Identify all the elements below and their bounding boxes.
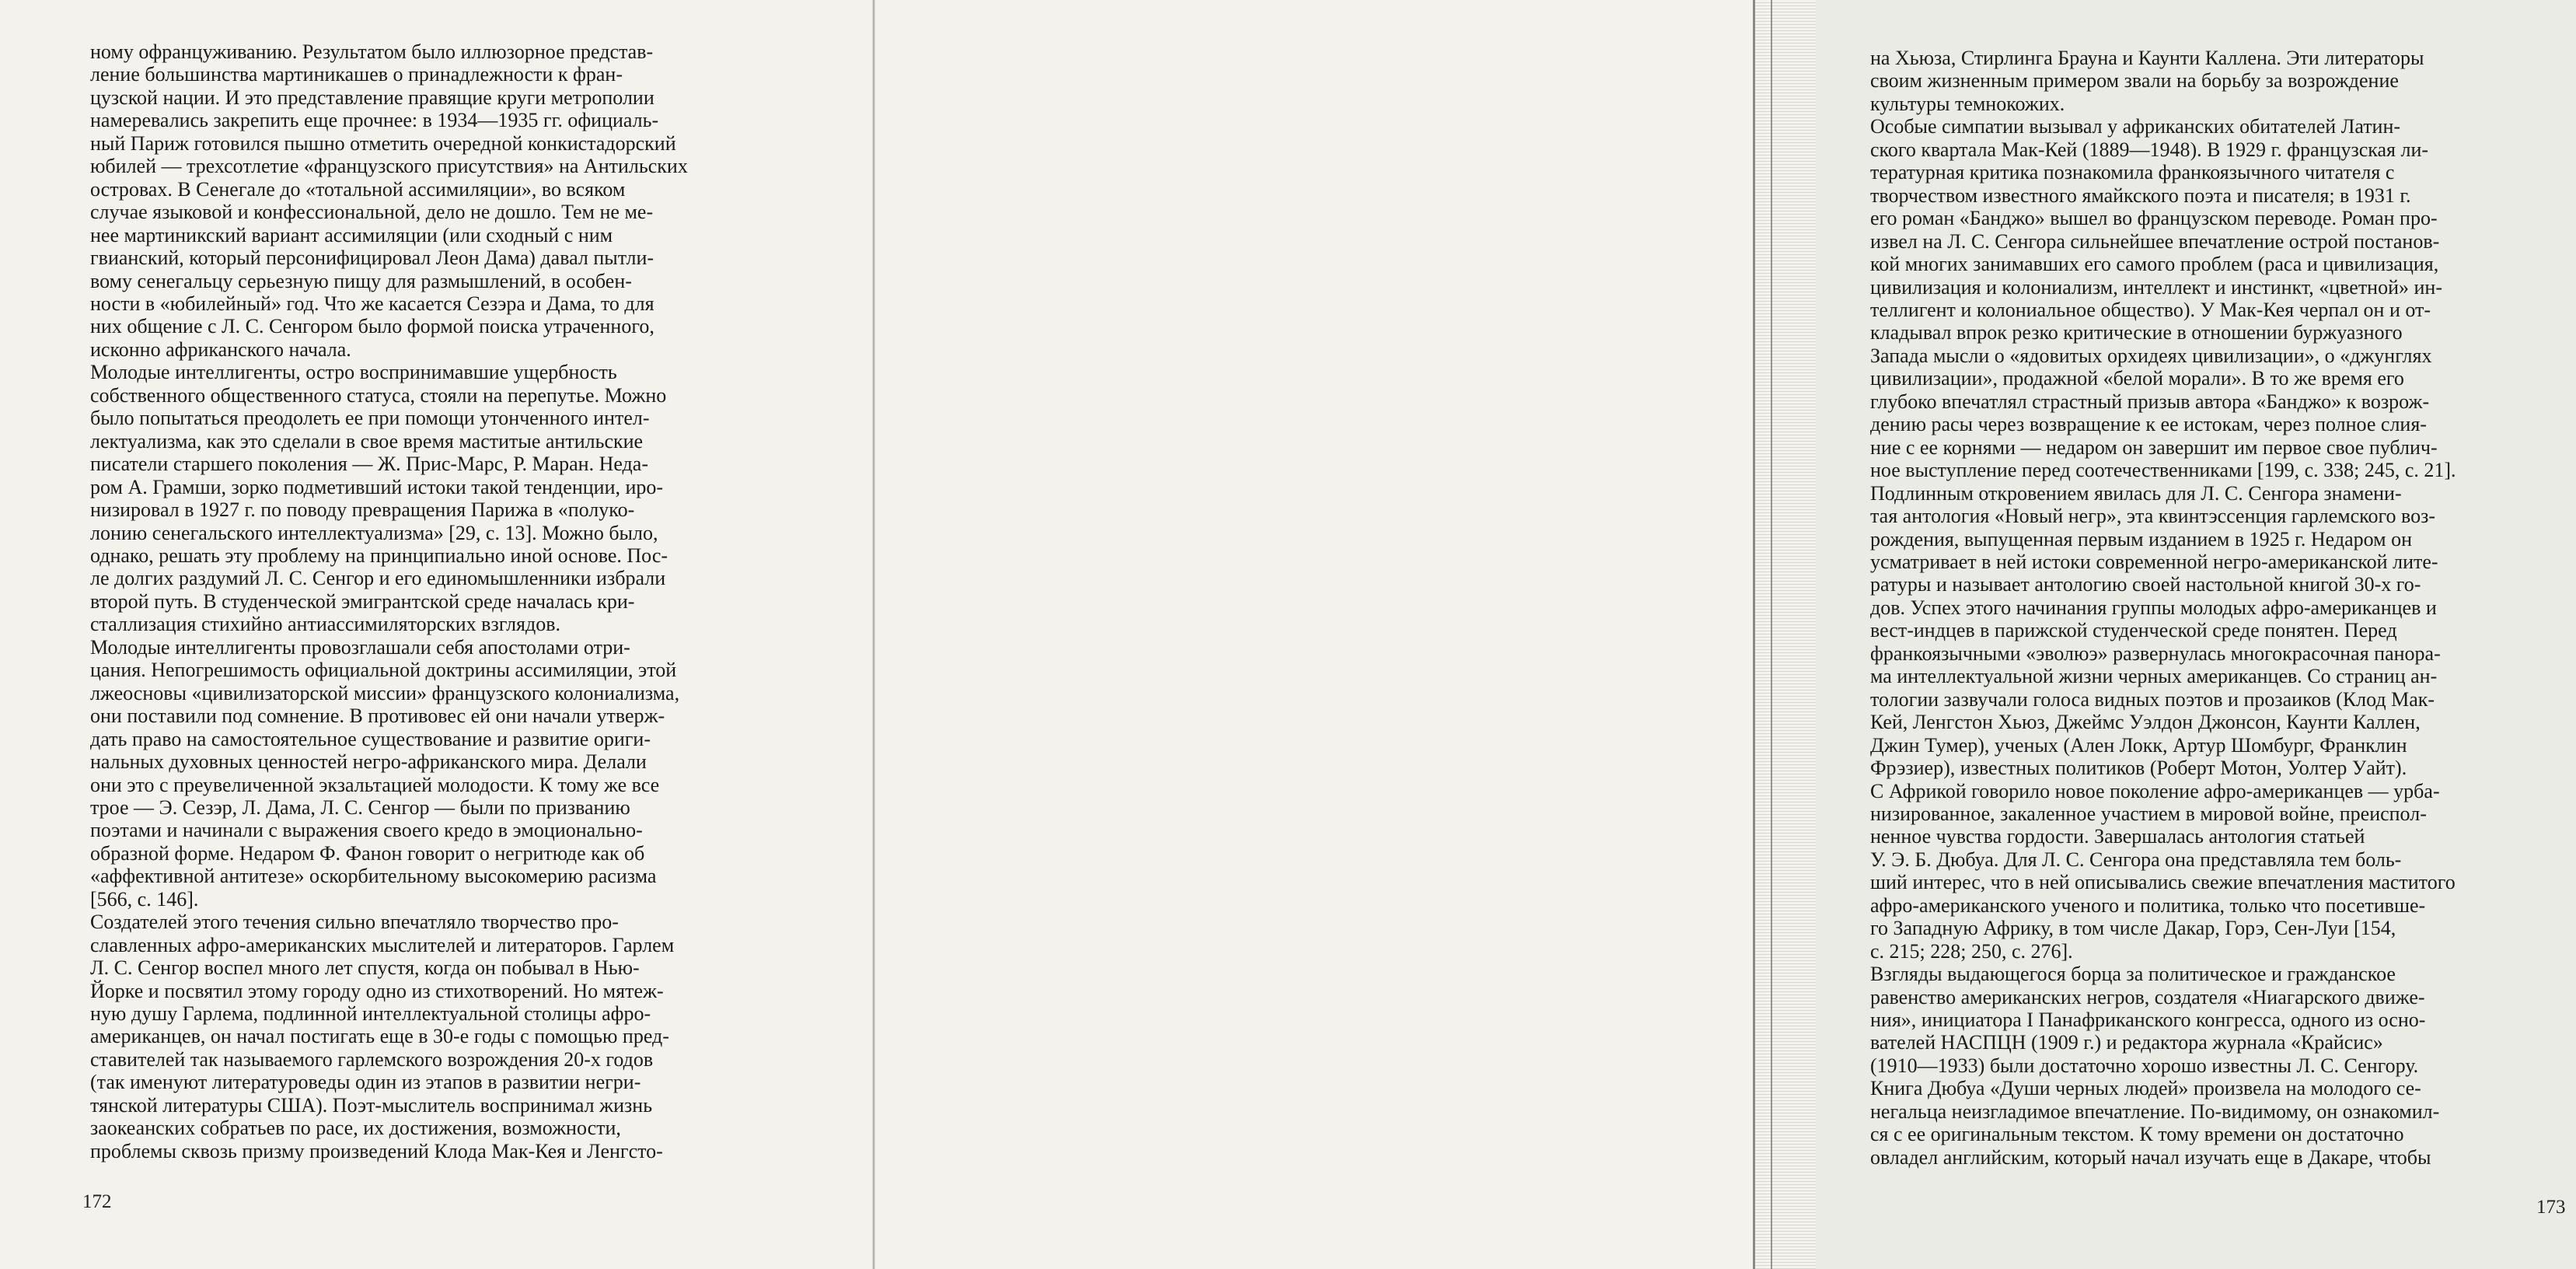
paragraph: Создателей этого течения сильно впечатляло творчество про- славленных афро-американских мыслителей и литераторов. Гарлем Л. С. Сенгор воспел много лет спустя, когда он побывал в Нью- Йорке и посвятил этому городу одно из стихотворений. Но мятеж- ную душу Гарлема, подлинной интеллектуальной столицы афро- американцев, он начал постигать еще в 30-е годы с помощью пред- ставителей так называемого гарлемского возрождения 20-х годов (так именуют литературоведы один из этапов в развитии негри- тянской литературы США). Поэт-мыслитель воспринимал жизнь заокеанских собратьев по расе, их достижения, возможности, проблемы сквозь призму произведений Клода Мак-Кея и Ленгсто- <box>90 911 675 1162</box>
left-page-text <box>90 40 801 1162</box>
right-page <box>908 0 2566 1269</box>
paragraph: Взгляды выдающегося борца за политическое и гражданское равенство американских негров, создателя «Ниагарского движе- ния», инициатора I Панафриканского конгресса, одного из осно- вателей НАСПЦН (1909 г.) и редактора журнала «Крайсис» (1910—1933) были достаточно хорошо известны Л. С. Сенгору. Книга Дюбуа «Души черных людей» произвела на молодого се- негальца неизгладимое впечатление. По-видимому, он ознакомил- ся с ее оригинальным текстом. К тому времени он достаточно овладел английским, который начал изучать еще в Дакаре, чтобы <box>1870 963 2440 1169</box>
paragraph: Особые симпатии вызывал у африканских обитателей Латин- ского квартала Мак-Кей (1889—1948). В 1929 г. французская ли- тературная критика познакомила франкоязычного читателя с творчеством известного ямайкского поэта и писателя; в 1931 г. его роман «Банджо» вышел во французском переводе. Роман про- извел на Л. С. Сенгора сильнейшее впечатление острой постанов- кой многих занимавших его самого проблем (раса и цивилизация, цивилизация и колониализм, интеллект и инстинкт, «цветной» ин- теллигент и колониальное общество). У Мак-Кея черпал он и от- кладывал впрок резко критические в отношении буржуазного Запада мысли о «ядовитых орхидеях цивилизации», о «джунглях цивилизации», продажной «белой морали». В то же время его глубоко впечатлял страстный призыв автора «Банджо» к возрож- дению расы через возвращение к ее истокам, через полное слия- ние с ее корнями — недаром он завершит им первое свое публич- ное выступление перед соотечественниками [199, с. 338; 245, с. 21]. <box>1870 115 2456 482</box>
page-stack-edge <box>1753 0 1816 1269</box>
paragraph: на Хьюза, Стирлинга Брауна и Каунти Каллена. Эти литераторы своим жизненным примером звали на борьбу за возрождение культуры темнокожих. <box>1870 47 2424 115</box>
left-page <box>0 0 908 1269</box>
page-number: 172 <box>82 1191 112 1212</box>
paragraph: Молодые интеллигенты, остро воспринимавшие ущербность собственного общественного статуса, стояли на перепутье. Можно было попытаться преодолеть ее при помощи утонченного интел- лектуализма, как это сделали в свое время маститые антильские писатели старшего поколения — Ж. Прис-Марс, Р. Маран. Неда- ром А. Грамши, зорко подметивший истоки такой тенденции, иро- низировал в 1927 г. по поводу превращения Парижа в «полуко- лонию сенегальского интеллектуализма» [29, с. 13]. Можно было, однако, решать эту проблему на принципиально иной основе. Пос- ле долгих раздумий Л. С. Сенгор и его единомышленники избрали второй путь. В студенческой эмигрантской среде началась кри- сталлизация стихийно антиассимиляторских взглядов. <box>90 361 668 636</box>
page-number: 173 <box>2536 1197 2566 1218</box>
right-page-text <box>1870 47 2576 1169</box>
paragraph: ному офранцуживанию. Результатом было иллюзорное представ- ление большинства мартиникашев о принадлежности к фран- цузской нации. И это представление правящие круги метрополии намеревались закрепить еще прочнее: в 1934—1935 гг. официаль- ный Париж готовился пышно отметить очередной конкистадорский юбилей — трехсотлетие «французского присутствия» на Антильских островах. В Сенегале до «тотальной ассимиляции», во всяком случае языковой и конфессиональной, дело не дошло. Тем не ме- нее мартиникский вариант ассимиляции (или сходный с ним гвианский, который персонифицировал Леон Дама) давал пытли- вому сенегальцу серьезную пищу для размышлений, в особен- ности в «юбилейный» год. Что же касается Сезэра и Дама, то для них общение с Л. С. Сенгором было формой поиска утраченного, исконно африканского начала. <box>90 40 688 361</box>
book-gutter <box>872 0 875 1269</box>
paragraph: Молодые интеллигенты провозглашали себя апостолами отри- цания. Непогрешимость официальной доктрины ассимиляции, этой лжеосновы «цивилизаторской миссии» французского колониализма, они поставили под сомнение. В противовес ей они начали утверж- дать право на самостоятельное существование и развитие ориги- нальных духовных ценностей негро-африканского мира. Делали они это с преувеличенной экзальтацией молодости. К тому же все трое — Э. Сезэр, Л. Дама, Л. С. Сенгор — были по призванию поэтами и начинали с выражения своего кредо в эмоционально- образной форме. Недаром Ф. Фанон говорит о негритюде как об «аффективной антитезе» оскорбительному высокомерию расизма [566, с. 146]. <box>90 635 680 911</box>
paragraph: Подлинным откровением явилась для Л. С. Сенгора знамени- тая антология «Новый негр», эта квинтэссенция гарлемского воз- рождения, выпущенная первым изданием в 1925 г. Недаром он усматривает в ней истоки современной негро-американской лите- ратуры и называет антологию своей настольной книгой 30-х го- дов. Успех этого начинания группы молодых афро-американцев и вест-индцев в парижской студенческой среде понятен. Перед франкоязычными «эволюэ» развернулась многокрасочная панора- ма интеллектуальной жизни черных американцев. Со страниц ан- тологии зазвучали голоса видных поэтов и прозаиков (Клод Мак- Кей, Ленгстон Хьюз, Джеймс Уэлдон Джонсон, Каунти Каллен, Джин Тумер), ученых (Ален Локк, Артур Шомбург, Франклин Фрэзиер), известных политиков (Роберт Мотон, Уолтер Уайт). С Африкой говорило новое поколение афро-американцев — урба- низированное, закаленное участием в мировой войне, преиспол- ненное чувства гордости. Завершалась антология статьей У. Э. Б. Дюбуа. Для Л. С. Сенгора она представляла тем боль- ший интерес, что в ней описывались свежие впечатления маститого афро-американского ученого и политика, только что посетивше- го Западную Африку, в том числе Дакар, Горэ, Сен-Луи [154, с. 215; 228; 250, с. 276]. <box>1870 481 2456 963</box>
